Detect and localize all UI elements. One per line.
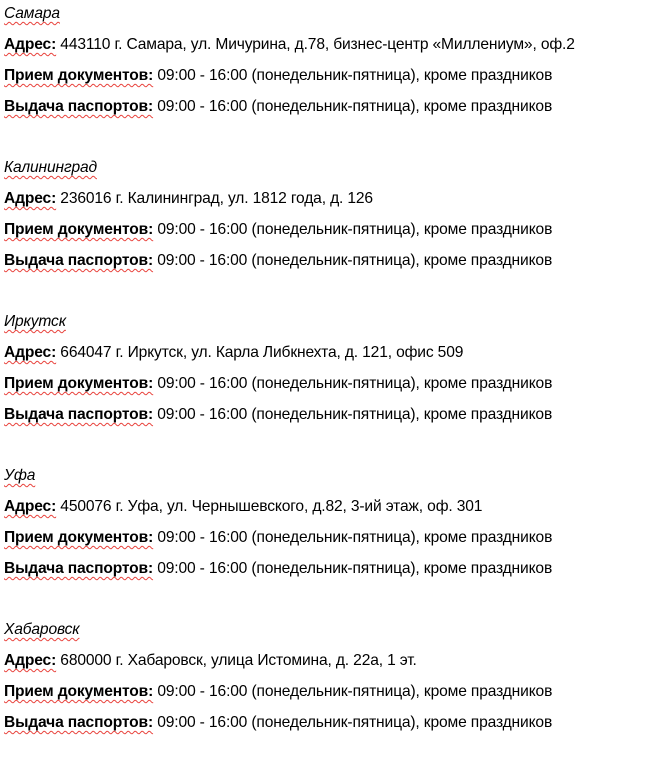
docs-hours-line: Прием документов: 09:00 - 16:00 (понедельник-пятница), кроме праздников <box>4 67 553 84</box>
city-heading: Хабаровск <box>4 621 80 638</box>
address-line: Адрес: 664047 г. Иркутск, ул. Карла Либкнехта, д. 121, офис 509 <box>4 344 464 361</box>
city-heading: Самара <box>4 5 60 22</box>
passports-hours-line: Выдача паспортов: 09:00 - 16:00 (понедельник-пятница), кроме праздников <box>4 714 553 731</box>
docs-hours-line: Прием документов: 09:00 - 16:00 (понедельник-пятница), кроме праздников <box>4 683 553 700</box>
address-line: Адрес: 450076 г. Уфа, ул. Чернышевского, д.82, 3-ий этаж, оф. 301 <box>4 498 483 515</box>
city-heading: Уфа <box>4 467 36 484</box>
docs-hours-line: Прием документов: 09:00 - 16:00 (понедельник-пятница), кроме праздников <box>4 375 553 392</box>
passports-hours-line: Выдача паспортов: 09:00 - 16:00 (понедельник-пятница), кроме праздников <box>4 406 553 423</box>
address-line: Адрес: 443110 г. Самара, ул. Мичурина, д.78, бизнес-центр «Миллениум», оф.2 <box>4 36 575 53</box>
docs-hours-line: Прием документов: 09:00 - 16:00 (понедельник-пятница), кроме праздников <box>4 529 553 546</box>
passports-hours-line: Выдача паспортов: 09:00 - 16:00 (понедельник-пятница), кроме праздников <box>4 98 553 115</box>
city-heading: Калининград <box>4 159 97 176</box>
passports-hours-line: Выдача паспортов: 09:00 - 16:00 (понедельник-пятница), кроме праздников <box>4 560 553 577</box>
city-heading: Иркутск <box>4 313 66 330</box>
address-line: Адрес: 236016 г. Калининград, ул. 1812 года, д. 126 <box>4 190 373 207</box>
docs-hours-line: Прием документов: 09:00 - 16:00 (понедельник-пятница), кроме праздников <box>4 221 553 238</box>
passports-hours-line: Выдача паспортов: 09:00 - 16:00 (понедельник-пятница), кроме праздников <box>4 252 553 269</box>
address-line: Адрес: 680000 г. Хабаровск, улица Истомина, д. 22а, 1 эт. <box>4 652 417 669</box>
